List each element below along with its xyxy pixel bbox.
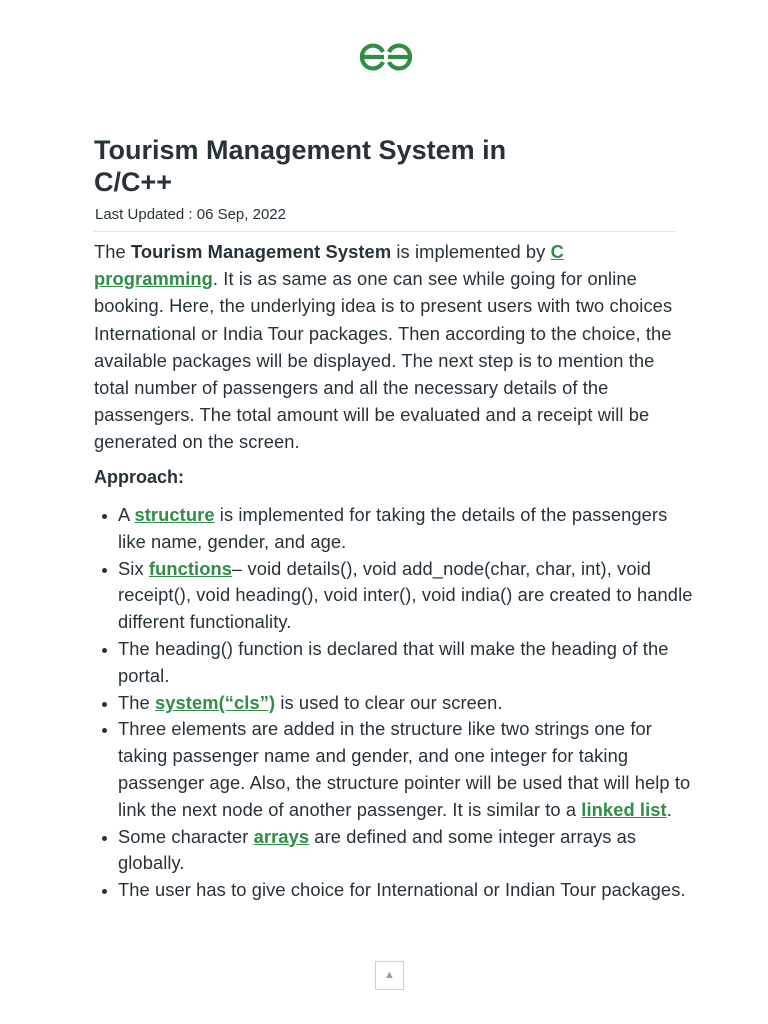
approach-list — [94, 502, 700, 904]
list-item — [118, 556, 700, 636]
list-item-text: Six — [118, 557, 149, 579]
arrays-link[interactable]: arrays — [253, 825, 310, 847]
linked-list-link[interactable]: linked list — [581, 798, 667, 820]
system-cls-link[interactable]: system(“cls”) — [154, 691, 276, 713]
list-item — [118, 877, 700, 904]
up-arrow-icon: ▲ — [384, 969, 395, 981]
c-programming-link[interactable]: C programming — [94, 241, 564, 290]
list-item-text: is used to clear our screen. — [275, 691, 503, 713]
list-item-text: A — [118, 504, 135, 525]
intro-text-middle: is implemented by — [391, 241, 551, 262]
list-item-text: The heading() function is declared that will make the heading of the portal. — [118, 637, 669, 686]
approach-heading: Approach: — [94, 467, 184, 487]
intro-text-prefix: The — [94, 241, 131, 262]
last-updated-label: Last Updated : — [95, 206, 197, 223]
list-item — [118, 636, 700, 690]
list-item-text: Some character — [118, 825, 254, 847]
last-updated — [95, 206, 286, 223]
list-item-text: . — [666, 798, 672, 820]
structure-link[interactable]: structure — [134, 504, 215, 525]
last-updated-date: 06 Sep, 2022 — [196, 206, 286, 223]
intro-paragraph — [94, 238, 676, 456]
list-item-text: The user has to give choice for International or Indian Tour packages. — [118, 879, 686, 901]
scroll-to-top-button[interactable] — [375, 961, 404, 990]
functions-link[interactable]: functions — [148, 557, 233, 579]
page-title: Tourism Management System in C/C++ — [94, 135, 507, 197]
intro-bold-term: Tourism Management System — [130, 241, 392, 262]
list-item — [118, 716, 700, 823]
list-item — [118, 502, 700, 556]
list-item-text: The — [118, 691, 155, 713]
list-item-text: is implemented for taking the details of the passengers like name, gender, and age. — [118, 504, 668, 552]
list-item — [118, 824, 700, 878]
gfg-logo-icon[interactable] — [357, 40, 415, 74]
list-item — [118, 690, 700, 717]
list-item-text: are defined and some integer arrays as globally. — [118, 825, 637, 874]
intro-text-rest: . It is as same as one can see while going for online booking. Here, the underlying idea is to present users with two choices International or India Tour packages. Then according to the choice, the available packages will be displayed. The next step is to mention the total number of passengers and all the necessary details of the passengers. The total amount will be evaluated and a receipt will be generated on the screen. — [94, 268, 673, 453]
title-divider — [94, 231, 676, 232]
list-item-text: – void details(), void add_node(char, char, int), void receipt(), void heading(), void inter(), void india() are created to handle different functionality. — [118, 557, 693, 633]
list-item-text: Three elements are added in the structure like two strings one for taking passenger name and gender, and one integer for taking passenger age. Also, the structure pointer will be used that will help to link the next node of another passenger. It is similar to a — [118, 718, 691, 820]
